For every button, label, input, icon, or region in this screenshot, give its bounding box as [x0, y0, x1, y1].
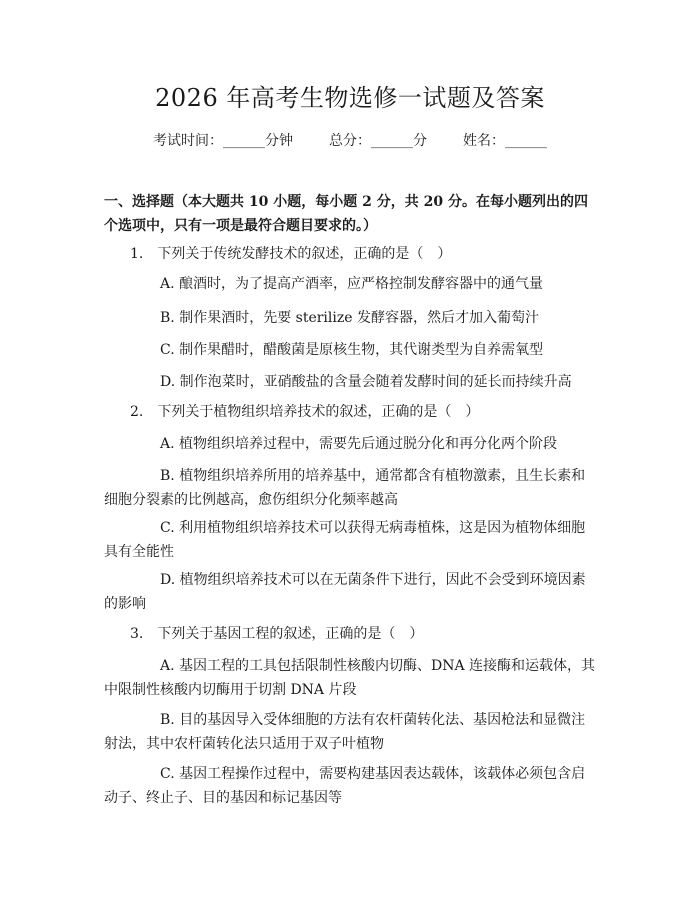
page-title: 2026 年高考生物选修一试题及答案	[155, 84, 545, 112]
option-c: C. 基因工程操作过程中，需要构建基因表达载体，该载体必须包含启动子、终止子、目的基因和标记基因等	[104, 766, 586, 806]
question-stem: 1. 下列关于传统发酵技术的叙述，正确的是（ ）	[130, 246, 452, 262]
option-b: B. 目的基因导入受体细胞的方法有农杆菌转化法、基因枪法和显微注射法，其中农杆菌转化法只适用于双子叶植物	[104, 712, 586, 752]
option-c: C. 利用植物组织培养技术可以获得无病毒植株，这是因为植物体细胞具有全能性	[104, 520, 586, 560]
option-d: D. 植物组织培养技术可以在无菌条件下进行，因此不会受到环境因素的影响	[104, 572, 586, 612]
option-a: A. 基因工程的工具包括限制性核酸内切酶、DNA 连接酶和运载体，其中限制性核酸内切酶用于切割 DNA 片段	[104, 658, 596, 698]
student-name-field: 姓名：______	[463, 133, 547, 149]
exam-meta	[0, 130, 700, 152]
question-stem: 2. 下列关于植物组织培养技术的叙述，正确的是（ ）	[130, 404, 480, 420]
question-stem: 3. 下列关于基因工程的叙述，正确的是（ ）	[130, 626, 424, 642]
option-b: B. 植物组织培养所用的培养基中，通常都含有植物激素，且生长素和细胞分裂素的比例越高，愈伤组织分化频率越高	[104, 468, 586, 508]
option-c: C. 制作果醋时，醋酸菌是原核生物，其代谢类型为自养需氧型	[160, 342, 544, 358]
section-heading: 一、选择题（本大题共 10 小题，每小题 2 分，共 20 分。在每小题列出的四个选项中，只有一项是最符合题目要求的。）	[104, 194, 588, 234]
exam-time-field: 考试时间：______分钟	[153, 133, 293, 149]
option-a: A. 植物组织培养过程中，需要先后通过脱分化和再分化两个阶段	[160, 436, 558, 452]
exam-score-field: 总分：______分	[329, 133, 427, 149]
option-b: B. 制作果酒时，先要 sterilize 发酵容器，然后才加入葡萄汁	[160, 310, 539, 326]
option-d: D. 制作泡菜时，亚硝酸盐的含量会随着发酵时间的延长而持续升高	[160, 374, 572, 390]
option-a: A. 酿酒时，为了提高产酒率，应严格控制发酵容器中的通气量	[160, 276, 544, 292]
